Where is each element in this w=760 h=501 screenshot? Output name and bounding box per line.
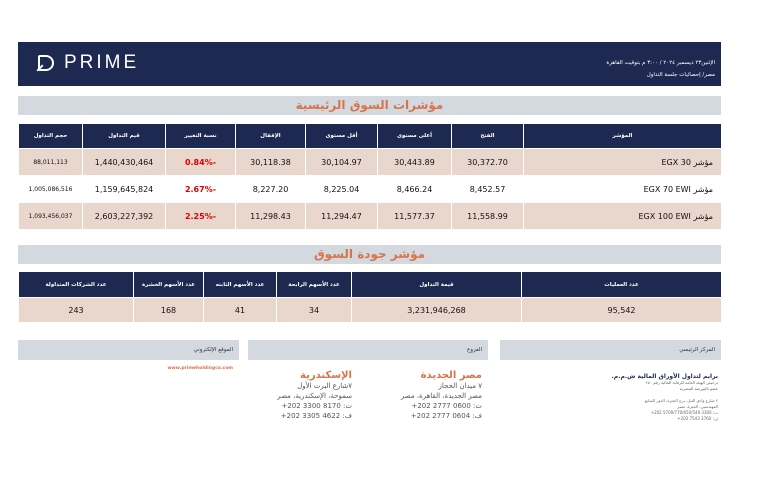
hq-label: المركز الرئيسي [500, 340, 721, 360]
col-header: أعلى مستوى [378, 124, 452, 149]
hq-name: برايم لتداول الأوراق المالية ش.م.م. [611, 373, 718, 380]
high-value: 11,577.37 [378, 203, 452, 230]
quality-header-row [19, 272, 722, 298]
losers-count: 168 [134, 298, 204, 323]
website-label: الموقع الإلكتروني [18, 340, 239, 360]
low-value: 8,225.04 [306, 176, 378, 203]
close-value: 11,298.43 [236, 203, 306, 230]
high-value: 8,466.24 [378, 176, 452, 203]
branch-name: الإسكندرية [300, 370, 352, 381]
branch-phone: ت: 0600 2777 202+ [411, 402, 482, 410]
col-header: نسبة التغيير [166, 124, 236, 149]
branch-fax: ف: 4622 3305 202+ [280, 412, 352, 420]
table-row [19, 298, 722, 323]
close-value: 30,118.38 [236, 149, 306, 176]
trade-value: 1,440,430,464 [83, 149, 166, 176]
branch-fax: ف: 0604 2777 202+ [410, 412, 482, 420]
branch-line: مصر الجديدة، القاهرة، مصر [400, 392, 482, 400]
trading-value: 3,231,946,268 [352, 298, 522, 323]
col-header: المؤشر [524, 124, 722, 149]
trade-volume: 88,011,113 [19, 149, 83, 176]
report-subtitle: مصر/ إحصائيات جلسة التداول [646, 72, 715, 78]
col-header: عدد العمليات [522, 272, 722, 298]
trade-volume: 1,005,086,516 [19, 176, 83, 203]
open-value: 30,372.70 [452, 149, 524, 176]
index-name: مؤشر EGX 70 EWI [524, 176, 722, 203]
traded-companies-count: 243 [19, 298, 134, 323]
hq-line: ٢ شارع وادي النيل، برج الجيزة، الدور السابع [644, 398, 718, 403]
low-value: 30,104.97 [306, 149, 378, 176]
trade-value: 1,159,645,824 [83, 176, 166, 203]
change-value: -2.67% [166, 176, 236, 203]
hq-address [580, 373, 718, 422]
open-value: 8,452.57 [452, 176, 524, 203]
close-value: 8,227.20 [236, 176, 306, 203]
col-header: الإقفال [236, 124, 306, 149]
col-header: قيمة التداول [352, 272, 522, 298]
trade-value: 2,603,227,392 [83, 203, 166, 230]
main-indices-table [18, 123, 722, 230]
col-header: عدد الأسهم الرابحة [277, 272, 352, 298]
low-value: 11,294.47 [306, 203, 378, 230]
index-name: مؤشر EGX 30 [524, 149, 722, 176]
branch-line: سموحة، الإسكندرية، مصر [277, 392, 352, 400]
col-header: الفتح [452, 124, 524, 149]
col-header: أقل مستوى [306, 124, 378, 149]
quality-index-table [18, 271, 722, 323]
hq-line: المهندسين، الجيزة، مصر [677, 404, 718, 409]
table-row [19, 203, 722, 230]
hq-line: ت: 3300 5700/770/650/549 202+ [650, 410, 718, 415]
change-value: -2.25% [166, 203, 236, 230]
prime-logo [38, 52, 139, 74]
quality-index-title: مؤشر جودة السوق [18, 245, 721, 264]
prime-logo-icon [38, 55, 54, 71]
logo-text: PRIME [64, 52, 140, 73]
branch-phone: ت: 8170 3300 202+ [281, 402, 352, 410]
gainers-count: 34 [277, 298, 352, 323]
index-name: مؤشر EGX 100 EWI [524, 203, 722, 230]
change-value: -0.84% [166, 149, 236, 176]
hq-line: ف: 3760 7543 202+ [677, 416, 718, 421]
trade-volume: 1,093,456,037 [19, 203, 83, 230]
main-indices-header-row [19, 124, 722, 149]
col-header: حجم التداول [19, 124, 83, 149]
unchanged-count: 41 [204, 298, 277, 323]
main-indices-title: مؤشرات السوق الرئيسية [18, 96, 721, 115]
branch-line: ٧ ميدان الحجاز [438, 382, 482, 390]
transactions-count: 95,542 [522, 298, 722, 323]
open-value: 11,558.99 [452, 203, 524, 230]
branch-name: مصر الجديدة [420, 370, 482, 381]
col-header: عدد الشركات المتداولة [19, 272, 134, 298]
col-header: عدد الأسهم الثابته [204, 272, 277, 298]
table-row [19, 149, 722, 176]
col-header: عدد الأسهم الخشرة [134, 272, 204, 298]
website-link[interactable]: www.primeholdingco.com [167, 366, 233, 371]
report-date: الإثنين٢٣ ديسمبر ٢٠٢٤ / ٣:٠٠ م بتوقيت القاهرة [606, 60, 715, 66]
branch-line: ٧شارع البرت الأول [297, 382, 352, 390]
report-header [18, 42, 721, 86]
table-row [19, 176, 722, 203]
high-value: 30,443.89 [378, 149, 452, 176]
branch-heliopolis [385, 370, 482, 421]
hq-line: عضو بالبورصة المصرية [679, 386, 718, 391]
branches-label: الفروع [248, 340, 488, 360]
branch-alexandria [255, 370, 352, 421]
hq-line: ترخيص الهيئة العامة للرقابة المالية رقم ٢٥٠ [645, 380, 718, 385]
col-header: قيم التداول [83, 124, 166, 149]
